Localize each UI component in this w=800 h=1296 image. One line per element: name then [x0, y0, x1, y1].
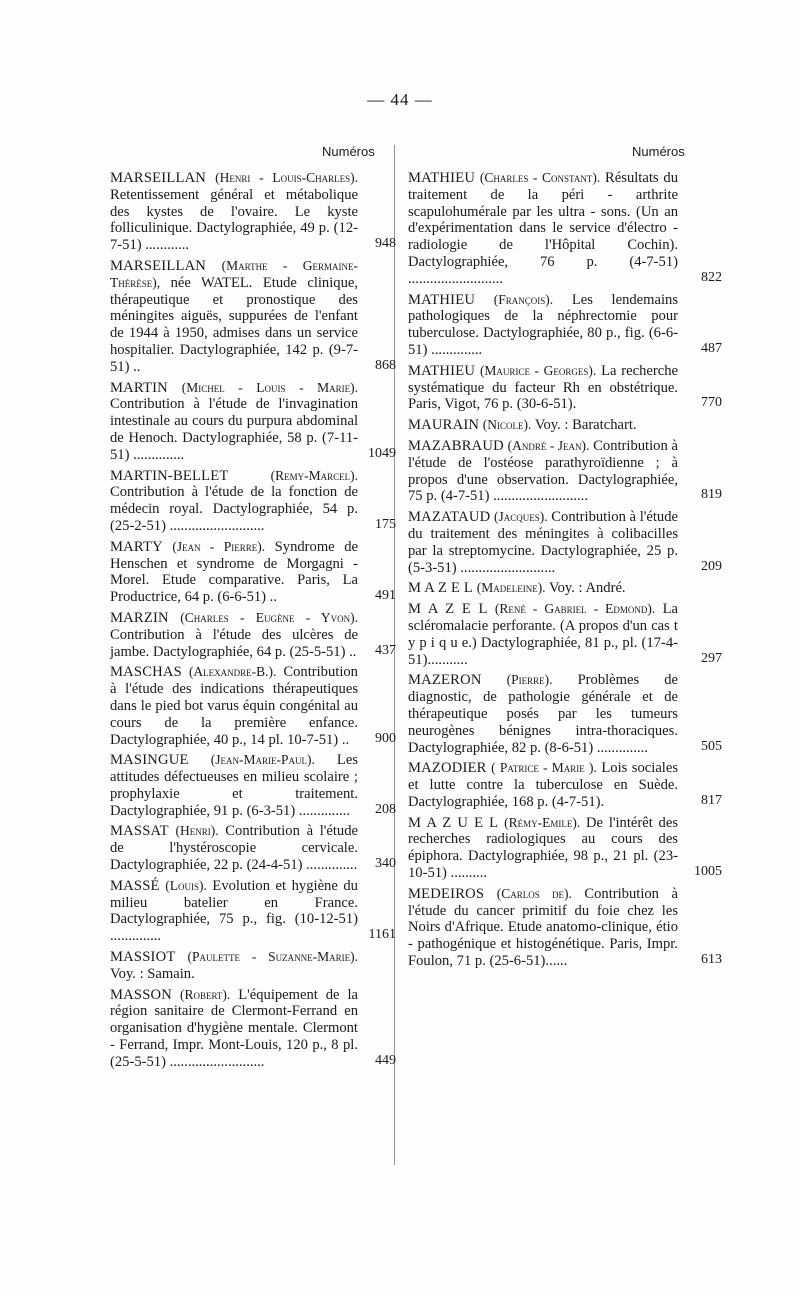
entry-description: Contribution à l'étude des indications thérapeutiques dans le pied bot varus équin congénital au cours de la première enfance. Dactylographiée, 40 p., 14 pl. 10-7-51) ..: [110, 664, 358, 748]
author-surname: MARTIN: [110, 379, 168, 396]
entry-description: Problèmes de diagnostic, de pathologie générale et de thérapeutique posés par les tumeurs neurogènes bénignes intra-thoraciques. Dactylographiée, 82 p. (8-6-51) ..............: [408, 672, 678, 756]
entry-number: 819: [701, 487, 722, 503]
entry-number: 1005: [694, 864, 722, 880]
bibliography-entry: [110, 467, 396, 535]
entry-body: [408, 509, 712, 576]
entry-body: [110, 664, 392, 748]
entry-body: [408, 760, 712, 810]
entry-number: 822: [701, 269, 722, 285]
entry-body: [408, 438, 712, 505]
bibliography-entry: [408, 362, 722, 413]
numeros-header-right: Numéros: [632, 144, 685, 159]
entry-body: [408, 417, 712, 434]
author-given-names: (Rémy-Emile).: [504, 814, 581, 830]
author-surname: MAZERON: [408, 672, 482, 689]
entry-description: Contribution à l'étude du cancer primitif du foie chez les Noirs d'Afrique. Etude anatomo-clinique, étio - pathogénique et histogénétique. Paris, Impr. Foulon, 71 p. (25-6-51)......: [408, 885, 678, 970]
author-surname: MAZATAUD: [408, 509, 491, 526]
bibliography-entry: [110, 664, 396, 748]
bibliography-entry: [408, 672, 722, 756]
author-given-names: (Louis).: [165, 877, 207, 893]
author-surname: MARTY: [110, 538, 163, 555]
bibliography-entry: [110, 609, 396, 660]
entry-description: Contribution à l'étude de la fonction de médecin royal. Dactylographiée, 54 p. (25-2-51) ..........................: [110, 484, 358, 534]
bibliography-entry: [408, 417, 712, 434]
author-surname: MAZABRAUD: [408, 437, 504, 454]
entry-body: [408, 363, 712, 413]
entry-body: [110, 170, 392, 254]
entry-description: Voy. : Baratchart.: [534, 417, 637, 434]
entry-description: Les attitudes défectueuses en milieu scolaire ; prophylaxie et traitement. Dactylographiée, 91 p. (6-3-51) ..............: [110, 752, 358, 819]
author-given-names: (Henri).: [175, 823, 219, 839]
author-given-names: (Carlos de).: [496, 885, 572, 901]
entry-description: Contribution à l'étude du traitement des méningites à colibacilles par la streptomycine. Dactylographiée, 25 p. (5-3-51) ..........................: [408, 509, 678, 576]
entry-body: [408, 815, 712, 882]
entry-body: [110, 949, 392, 983]
entry-description: Résultats du traitement de la péri - arthrite scapulohumérale par les ultra - sons. (Un an d'expérimentation dans le service d'électro - radiologie de l'Hôpital Cochin). Dactylographiée, 76 p. (4-7-51) ..........................: [408, 170, 678, 287]
author-given-names: (Jean - Pierre).: [172, 538, 266, 554]
entry-number: 948: [375, 236, 396, 252]
bibliography-entry: [408, 885, 722, 970]
bibliography-entry: [408, 760, 722, 810]
bibliography-entry: [408, 509, 722, 576]
bibliography-entry: [408, 291, 722, 359]
bibliography-entry: [110, 257, 396, 376]
entry-number: 868: [375, 357, 396, 373]
author-given-names: (Remy-Marcel).: [270, 467, 358, 483]
entry-description: Syndrome de Henschen et syndrome de Morgagni - Morel. Etude comparative. Paris, La Productrice, 64 p. (6-6-51) ..: [110, 538, 358, 606]
entry-number: 209: [701, 558, 722, 574]
author-surname: M A Z E L: [408, 580, 474, 597]
entry-number: 1161: [368, 927, 396, 943]
entry-description: Voy. : Samain.: [110, 965, 195, 982]
entry-number: 613: [701, 952, 722, 968]
entry-description: Les lendemains pathologiques de la néphrectomie pour tuberculose. Dactylographiée, 80 p., fig. (6-6-51) ..............: [408, 291, 679, 358]
entry-body: [110, 823, 392, 873]
bibliography-entry: [110, 752, 396, 819]
entry-number: 491: [375, 588, 396, 604]
bibliography-entry: [110, 538, 396, 606]
entry-body: [110, 380, 392, 464]
entry-description: née WATEL. Etude clinique, thérapeutique et pronostique des méningites aiguës, suppurées de l'enfant de 1944 à 1950, admises dans un service hospitalier. Dactylographiée, 142 p. (9-7-51) ..: [110, 274, 358, 375]
author-surname: MASSIOT: [110, 949, 176, 966]
author-surname: MATHIEU: [408, 170, 476, 186]
entry-number: 175: [375, 516, 396, 532]
author-surname: M A Z E L: [408, 601, 488, 618]
numeros-header-left: Numéros: [322, 144, 375, 159]
entry-body: [110, 468, 392, 535]
author-surname: MASSAT: [110, 823, 169, 840]
entry-description: Retentissement général et métabolique des kystes de l'ovaire. Le kyste folliculinique. Dactylographiée, 49 p. (12-7-51) ............: [110, 186, 358, 254]
author-given-names: (André - Jean).: [507, 437, 590, 453]
author-given-names: (Marthe - Germaine-Thérèse),: [110, 257, 358, 290]
author-surname: MATHIEU: [408, 362, 476, 379]
entry-description: L'équipement de la région sanitaire de Clermont-Ferrand en organisation d'hygiène mentale. Clermont - Ferrand, Impr. Mont-Louis, 120 p., 8 pl. (25-5-51) ..........................: [110, 986, 358, 1070]
entry-body: [110, 752, 392, 819]
author-surname: MARZIN: [110, 609, 169, 626]
entry-body: [110, 610, 392, 660]
author-surname: MARSEILLAN: [110, 170, 207, 186]
entry-body: [408, 580, 712, 597]
entry-number: 208: [375, 801, 396, 817]
author-given-names: (Jean-Marie-Paul).: [210, 752, 315, 768]
author-given-names: (Paulette - Suzanne-Marie).: [187, 949, 358, 965]
bibliography-entry: [408, 814, 722, 882]
author-given-names: (Robert).: [179, 986, 231, 1002]
author-surname: MASSÉ: [110, 877, 160, 894]
entry-description: Contribution à l'étude de l'invagination intestinale au cours du purpura abdominal de Henoch. Dactylographiée, 58 p. (7-11-51) ..............: [110, 396, 358, 463]
author-surname: MASINGUE: [110, 752, 189, 769]
entry-description: Lois sociales et lutte contre la tuberculose en Suède. Dactylographiée, 168 p. (4-7-51).: [408, 760, 679, 810]
author-given-names: (Madeleine).: [476, 580, 546, 596]
entry-description: La scléromalacie perforante. (A propos d'un cas t y p i q u e.) Dactylographiée, 81 p., pl. (17-4-51)...........: [408, 601, 678, 668]
author-given-names: (François).: [493, 291, 554, 307]
author-given-names: (Charles - Eugène - Yvon).: [180, 609, 358, 625]
entry-number: 817: [701, 792, 722, 808]
author-given-names: (René - Gabriel - Edmond).: [494, 601, 656, 617]
bibliography-entry: [408, 437, 722, 505]
author-surname: MARTIN-BELLET: [110, 467, 229, 484]
author-surname: MAZODIER: [408, 760, 487, 777]
entry-number: 449: [375, 1052, 396, 1068]
entry-description: De l'intérêt des recherches radiologiques au cours des épiphora. Dactylographiée, 98 p., 21 pl. (23-10-51) ..........: [408, 814, 679, 882]
entry-description: Contribution à l'étude de l'ostéose parathyroïdienne ; à propos d'une observation. Dactylographiée, 75 p. (4-7-51) ..........................: [408, 437, 678, 505]
entry-number: 297: [701, 650, 722, 666]
entry-body: [408, 886, 712, 970]
entry-body: [408, 170, 712, 288]
entry-description: Evolution et hygiène du milieu batelier en France. Dactylographiée, 75 p., fig. (10-12-51) ..............: [110, 877, 358, 945]
entry-body: [110, 878, 392, 945]
author-given-names: (Nicole).: [482, 417, 532, 433]
author-surname: MARSEILLAN: [110, 257, 207, 274]
entry-body: [110, 539, 392, 606]
bibliography-entry: [110, 877, 396, 945]
bibliography-entry: [408, 580, 712, 597]
entry-body: [408, 601, 712, 668]
page-number: — 44 —: [367, 90, 433, 109]
author-given-names: (Pierre).: [506, 672, 553, 688]
author-given-names: ( Patrice - Marie ).: [491, 760, 597, 776]
entry-number: 340: [375, 856, 396, 872]
entry-body: [110, 987, 392, 1071]
bibliography-entry: [110, 823, 396, 874]
author-given-names: (Jacques).: [494, 509, 548, 525]
bibliography-entry: [408, 170, 722, 288]
author-surname: MASSON: [110, 986, 173, 1003]
right-column: [408, 170, 722, 974]
entry-description: La recherche systématique du facteur Rh en obstétrique. Paris, Vigot, 76 p. (30-6-51).: [408, 362, 679, 413]
author-surname: MASCHAS: [110, 664, 182, 681]
entry-body: [408, 292, 712, 359]
entry-number: 505: [701, 738, 722, 754]
author-surname: MAURAIN: [408, 417, 480, 434]
entry-number: 1049: [368, 445, 396, 461]
author-surname: MATHIEU: [408, 291, 476, 308]
entry-number: 437: [375, 642, 396, 658]
author-surname: MEDEIROS: [408, 885, 485, 902]
author-given-names: (Maurice - Georges).: [479, 362, 597, 378]
entry-body: [110, 258, 392, 376]
entry-description: Contribution à l'étude de l'hystéroscopie cervicale. Dactylographiée, 22 p. (24-4-51) ..............: [110, 823, 359, 874]
bibliography-entry: [110, 379, 396, 464]
bibliography-entry: [110, 170, 396, 254]
entry-description: Voy. : André.: [548, 580, 626, 597]
bibliography-entry: [110, 949, 392, 983]
author-given-names: (Henri - Louis-Charles).: [215, 170, 358, 185]
entry-body: [408, 672, 712, 756]
entry-number: 900: [375, 730, 396, 746]
author-given-names: (Alexandre-B.).: [188, 664, 277, 680]
bibliography-entry: [110, 986, 396, 1071]
entry-number: 770: [701, 395, 722, 411]
entry-number: 487: [701, 340, 722, 356]
author-surname: M A Z U E L: [408, 814, 499, 831]
entry-description: Contribution à l'étude des ulcères de jambe. Dactylographiée, 64 p. (25-5-51) ..: [110, 626, 358, 660]
bibliography-entry: [408, 601, 722, 668]
left-column: [110, 170, 396, 1075]
author-given-names: (Michel - Louis - Marie).: [181, 379, 358, 395]
author-given-names: (Charles - Constant).: [479, 170, 601, 185]
